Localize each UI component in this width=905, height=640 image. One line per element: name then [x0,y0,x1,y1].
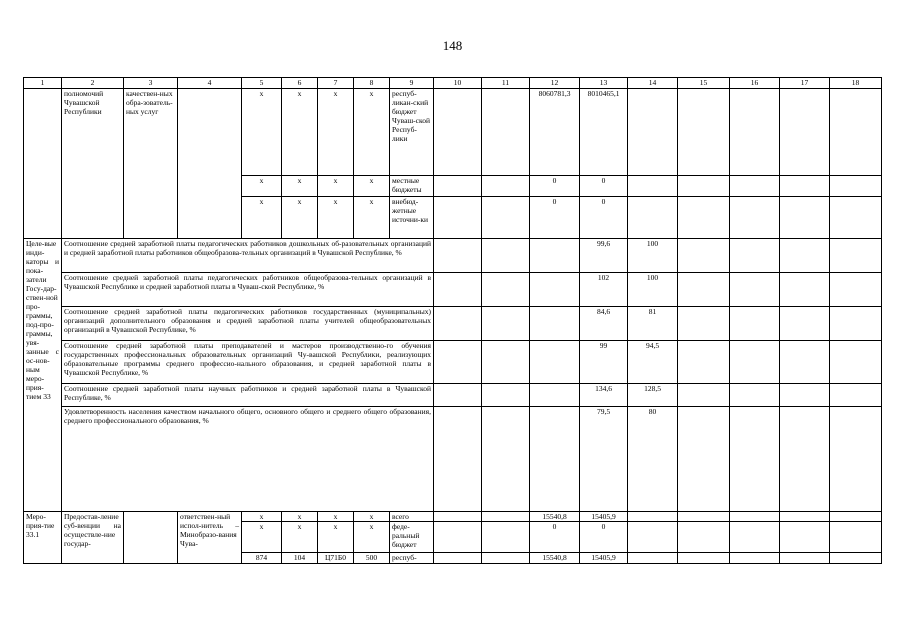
table-cell [678,553,730,564]
header-cell: 13 [580,78,628,89]
table-cell [730,307,780,341]
table-cell [678,89,730,176]
table-cell: респуб-ликан-ский бюджет Чуваш-ской Респуб-лики [390,89,434,176]
table-cell: x [282,522,318,553]
table-cell [678,384,730,407]
table-cell [730,197,780,239]
table-cell [780,384,830,407]
table-cell [530,384,580,407]
table-cell: феде-ральный бюджет [390,522,434,553]
table-cell: x [242,89,282,176]
table-cell: Целе-вые инди-каторы и пока-затели Госу-дар-ствен-ной про-граммы, под-про-граммы, увя-занные с ос-нов-ным меро-прия-тием 33 [24,239,62,512]
table-cell [530,341,580,384]
table-cell [730,341,780,384]
table-cell: 84,6 [580,307,628,341]
table-cell: 0 [530,522,580,553]
table-cell: 80 [628,407,678,512]
table-cell [434,553,482,564]
table-cell [628,522,678,553]
header-cell: 15 [678,78,730,89]
header-cell: 9 [390,78,434,89]
table-cell: 100 [628,239,678,273]
table-cell: 15405,9 [580,553,628,564]
table-cell: 128,5 [628,384,678,407]
table-cell [730,384,780,407]
table-cell [482,407,530,512]
table-cell [830,307,882,341]
table-cell [730,553,780,564]
header-cell: 5 [242,78,282,89]
table-cell [482,522,530,553]
table-cell [678,197,730,239]
budget-table [23,77,882,564]
table-cell: Соотношение средней заработной платы преподавателей и мастеров производственно-го обучения государственных профессиональных образовательных организаций Чу-вашской Республики, реализующих образовательные программы среднего профессио-нального образования, и средней заработной платы в Чувашской Республике, % [62,341,434,384]
table-cell [730,239,780,273]
table-cell: x [318,176,354,197]
table-cell [434,512,482,522]
table-cell: всего [390,512,434,522]
table-cell: x [282,512,318,522]
table-cell: x [318,522,354,553]
table-cell: 15405,9 [580,512,628,522]
table-cell: 94,5 [628,341,678,384]
table-cell: Соотношение средней заработной платы педагогических работников общеобразова-тельных организаций в Чувашской Республике и средней заработной платы в Чуваш-ской Республике, % [62,273,434,307]
table-cell: 102 [580,273,628,307]
table-cell [780,522,830,553]
table-cell: Ц71Б0 [318,553,354,564]
table-cell [434,197,482,239]
table-cell [434,307,482,341]
table-cell [678,273,730,307]
header-row [24,78,882,89]
table-cell: x [354,522,390,553]
table-cell: 134,6 [580,384,628,407]
table-cell: x [318,512,354,522]
table-cell [730,512,780,522]
table-row [24,89,882,176]
table-cell [482,512,530,522]
table-cell: 100 [628,273,678,307]
header-cell: 16 [730,78,780,89]
table-cell: 99,6 [580,239,628,273]
table-cell [482,273,530,307]
table-cell [830,407,882,512]
table-cell [678,407,730,512]
table-cell [830,341,882,384]
table-cell [830,239,882,273]
table-cell [780,89,830,176]
table-cell [124,512,178,564]
table-cell: 0 [530,176,580,197]
table-cell: внебюд-жетные источни-ки [390,197,434,239]
table-cell: x [282,89,318,176]
table-cell [678,522,730,553]
header-cell: 17 [780,78,830,89]
header-cell: 7 [318,78,354,89]
table-cell [482,307,530,341]
table-cell [830,553,882,564]
table-row [24,384,882,407]
table-cell: 8060781,3 [530,89,580,176]
table-cell: 0 [580,522,628,553]
table-cell [830,384,882,407]
table-row [24,341,882,384]
table-cell [830,197,882,239]
table-cell: x [282,176,318,197]
table-cell: 81 [628,307,678,341]
table-cell: местные бюджеты [390,176,434,197]
table-cell [482,341,530,384]
table-cell: x [318,89,354,176]
table-cell: x [318,197,354,239]
table-cell [780,197,830,239]
table-cell: Предостав-ление суб-венции на осуществле-ние государ- [62,512,124,564]
table-cell [780,407,830,512]
table-cell [434,522,482,553]
table-cell [482,384,530,407]
table-cell: 500 [354,553,390,564]
table-cell [434,239,482,273]
table-cell: x [354,512,390,522]
table-cell [628,197,678,239]
table-cell [434,273,482,307]
table-cell: 15540,8 [530,512,580,522]
table-cell [830,89,882,176]
table-cell [530,273,580,307]
table-cell: x [354,89,390,176]
table-cell: качествен-ных обра-зователь-ных услуг [124,89,178,239]
table-cell: респуб- [390,553,434,564]
table-cell [482,553,530,564]
table-cell: 104 [282,553,318,564]
table-cell [482,176,530,197]
table-cell [482,197,530,239]
table-cell: x [354,176,390,197]
table-cell [434,407,482,512]
header-cell: 12 [530,78,580,89]
table-cell [678,341,730,384]
table-cell [434,384,482,407]
table-cell [434,89,482,176]
table-row [24,307,882,341]
table-cell [780,341,830,384]
table-cell: 15540,8 [530,553,580,564]
header-cell: 4 [178,78,242,89]
table-cell [730,176,780,197]
header-cell: 11 [482,78,530,89]
table-cell [730,89,780,176]
table-cell [24,89,62,239]
table-cell: ответствен-ный испол-нитель – Минобразо-вания Чува- [178,512,242,564]
table-cell [730,522,780,553]
table-cell [628,89,678,176]
table-cell: 0 [530,197,580,239]
table-cell [780,553,830,564]
table-cell: Удовлетворенность населения качеством начального общего, основного общего и среднего общего образования, среднего профессионального образования, % [62,407,434,512]
table-cell: 99 [580,341,628,384]
table-cell [530,239,580,273]
table-cell: Соотношение средней заработной платы научных работников и средней заработной платы в Чувашской Республике, % [62,384,434,407]
table-cell [780,512,830,522]
table-cell: 0 [580,197,628,239]
table-cell [730,407,780,512]
table-cell: x [242,176,282,197]
table-row [24,273,882,307]
table-cell [780,273,830,307]
table-cell [628,553,678,564]
header-cell: 1 [24,78,62,89]
table-cell: 0 [580,176,628,197]
table-cell: x [242,512,282,522]
table-cell: x [242,522,282,553]
table-row [24,407,882,512]
table-cell [678,239,730,273]
table-cell [482,239,530,273]
table-cell: x [354,197,390,239]
header-cell: 10 [434,78,482,89]
table-cell [780,176,830,197]
table-cell [530,307,580,341]
table-cell [628,176,678,197]
table-cell: Соотношение средней заработной платы педагогических работников государственных (муниципальных) организаций дополнительного образования и средней заработной платы учителей общеобразовательных организаций в Чувашской Республике, % [62,307,434,341]
table-cell [434,176,482,197]
table-cell [530,407,580,512]
header-cell: 2 [62,78,124,89]
table-cell: 8010465,1 [580,89,628,176]
table-row [24,512,882,522]
table-cell: 874 [242,553,282,564]
table-cell [678,176,730,197]
table-cell [678,307,730,341]
table-cell: 79,5 [580,407,628,512]
table-cell [780,239,830,273]
table-cell: x [282,197,318,239]
header-cell: 8 [354,78,390,89]
header-cell: 18 [830,78,882,89]
page-number: 148 [442,38,463,53]
table-cell [830,176,882,197]
header-cell: 14 [628,78,678,89]
table-row [24,239,882,273]
table-cell [434,341,482,384]
table-cell [482,89,530,176]
table-cell [730,273,780,307]
table-cell [780,307,830,341]
table-cell: Меро-прия-тие 33.1 [24,512,62,564]
table-cell [678,512,730,522]
table-cell [830,522,882,553]
table-cell: Соотношение средней заработной платы педагогических работников дошкольных об-разовательных организаций и средней заработной платы работников общеобразова-тельных организаций в Чувашской Республике, % [62,239,434,273]
header-cell: 3 [124,78,178,89]
table-cell [830,512,882,522]
table-cell [628,512,678,522]
table-cell: полномочий Чувашской Республики [62,89,124,239]
table-cell [830,273,882,307]
header-cell: 6 [282,78,318,89]
table-cell: x [242,197,282,239]
table-cell [178,89,242,239]
